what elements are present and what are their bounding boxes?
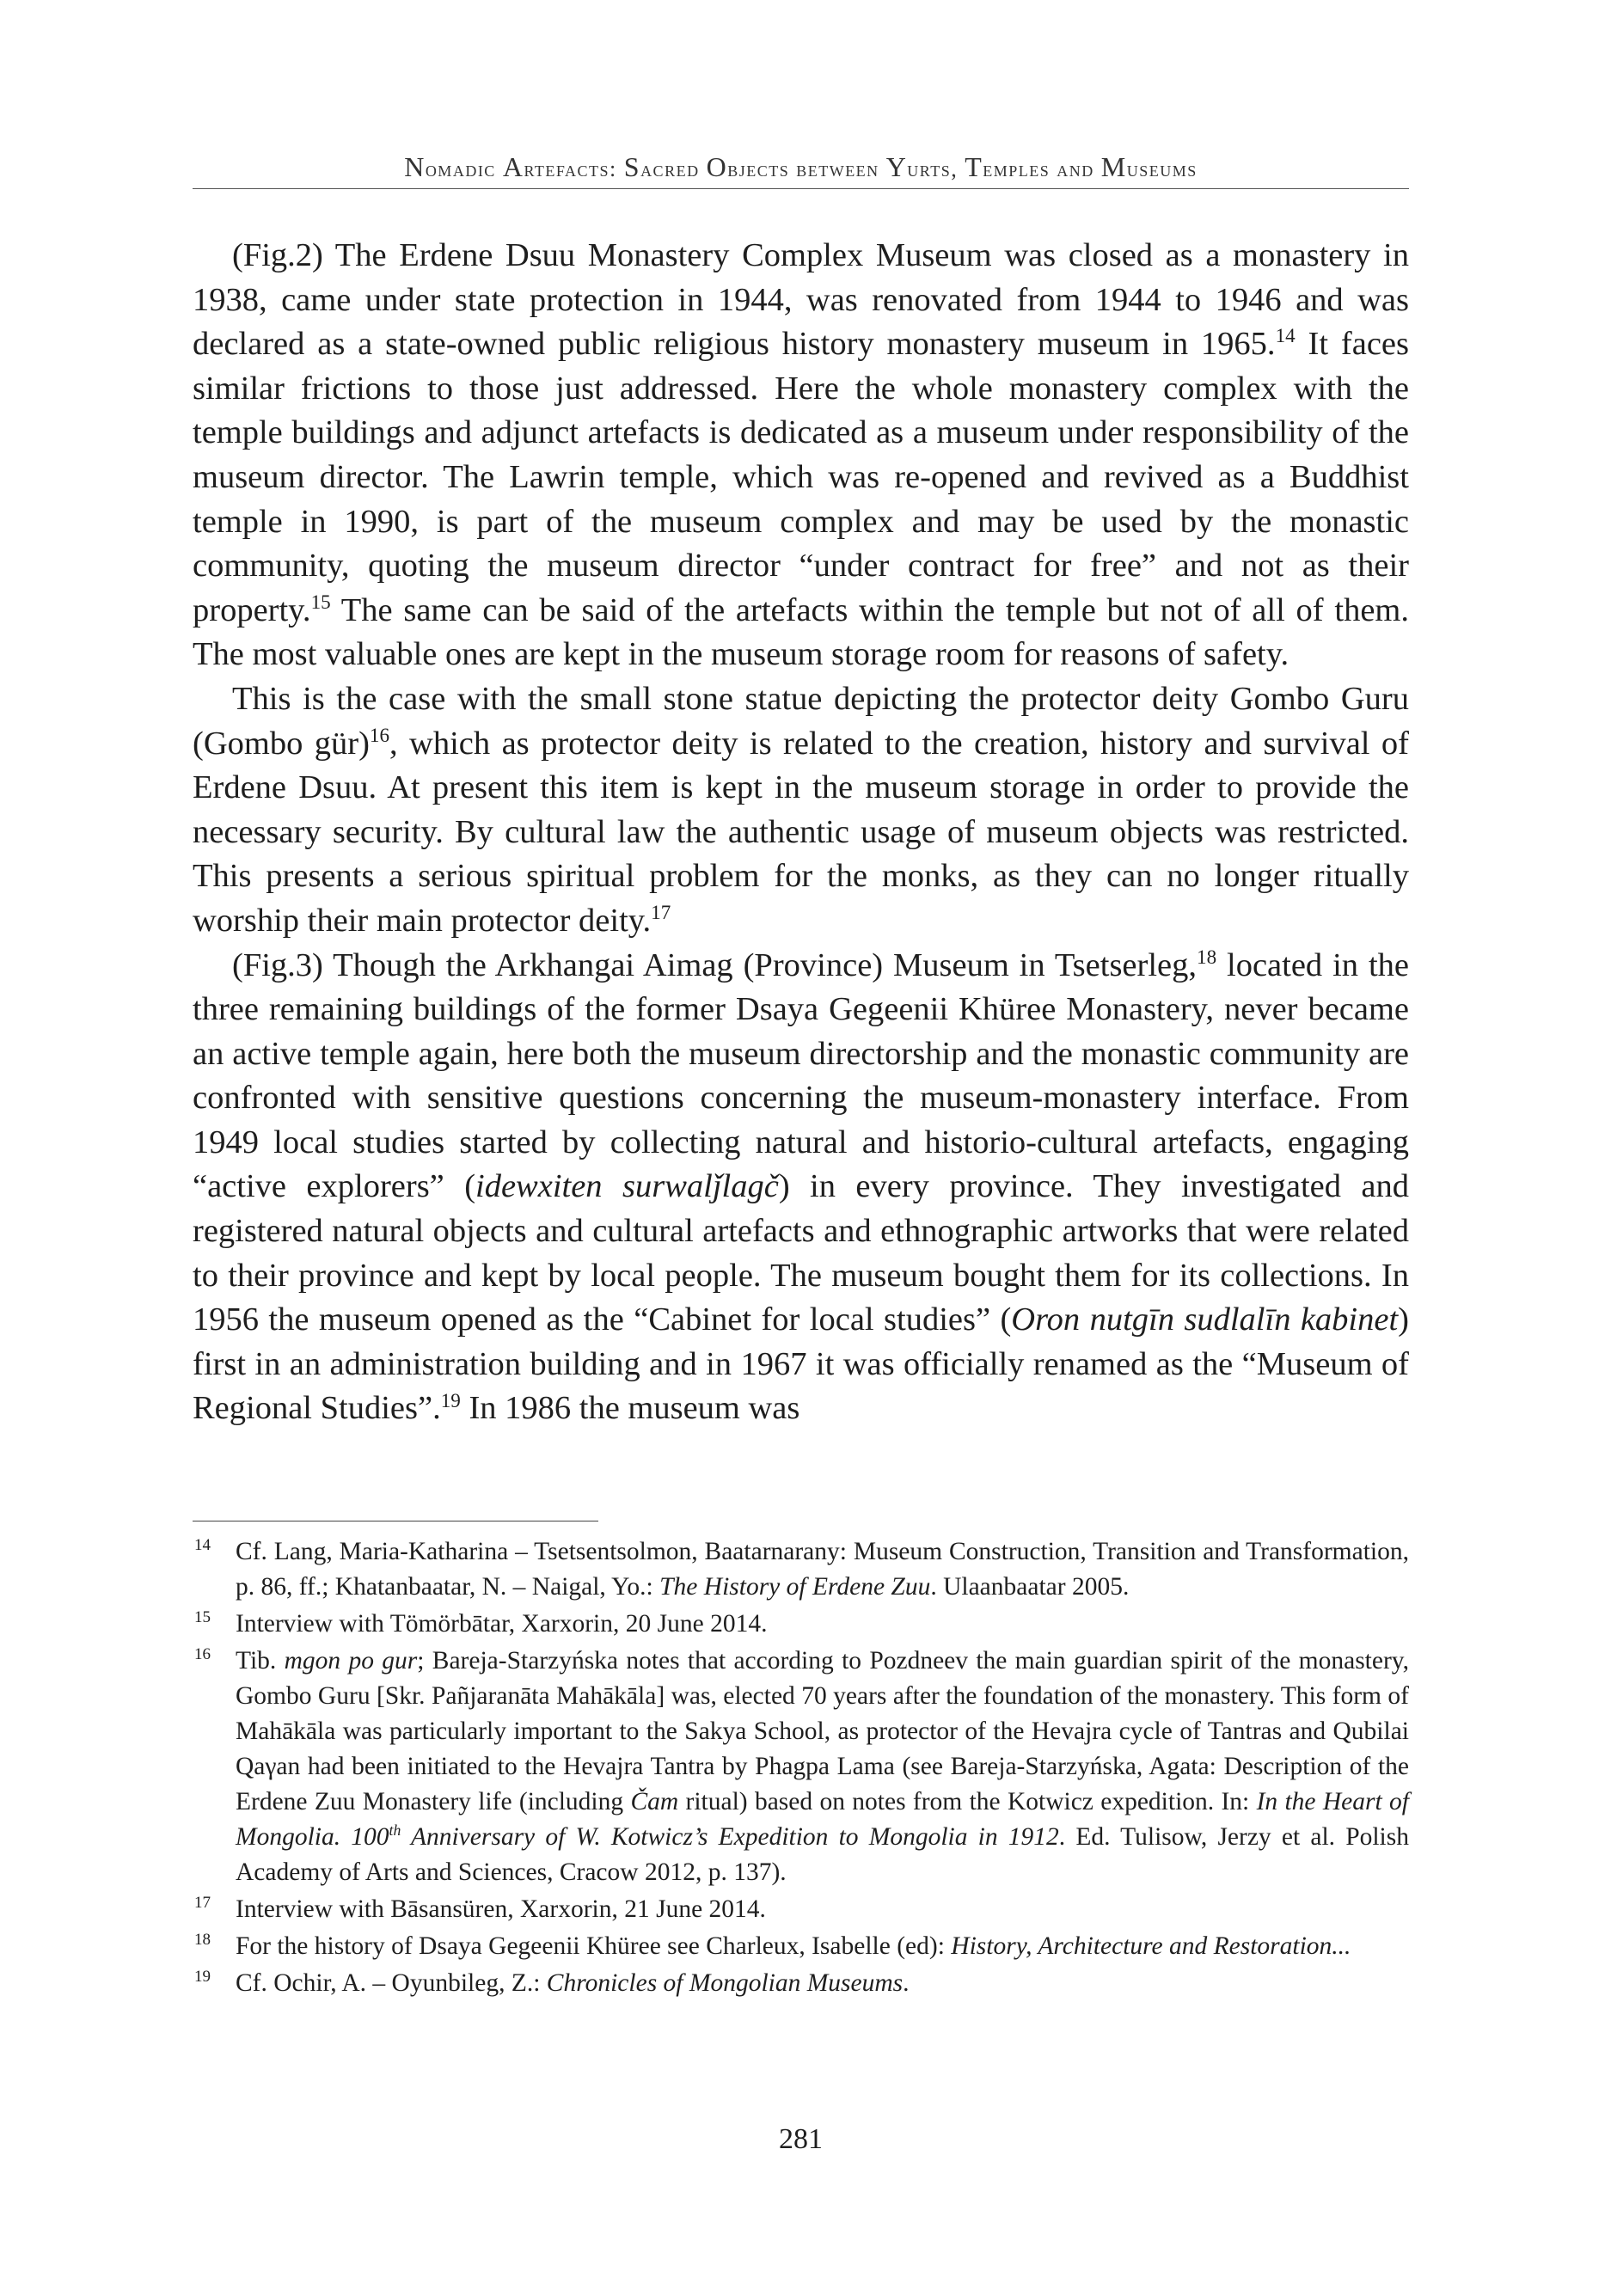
footnote [193, 1966, 1409, 2001]
text-run: Cf. Ochir, A. – Oyunbileg, Z.: [236, 1969, 547, 1997]
footnote-ref: 19 [440, 1388, 461, 1411]
footnote [193, 1534, 1409, 1605]
footnote-text [236, 1534, 1409, 1605]
text-run: Tib. [236, 1647, 285, 1675]
text-run: This is the case with the small stone statue depicting the protector deity Gombo Guru (Gombo gür) [193, 680, 1409, 762]
footnote-number: 18 [194, 1931, 211, 1949]
header-smallcaps: bjects between [727, 156, 886, 181]
text-run: (Fig.2) The Erdene Dsuu Monastery Complex Museum was closed as a monastery in 1938, came under state protection in 1944, was renovated from 1944 to 1946 and was declared as a state-owned public religious history monastery museum in 1965. [193, 237, 1409, 363]
paragraph [193, 944, 1409, 1432]
footnote [193, 1892, 1409, 1927]
italic-run: History, Architecture and Restoration... [951, 1932, 1351, 1960]
text-run: The same can be said of the artefacts within the temple but not of all of them. The most valuable ones are kept in the museum storage room for reasons of safety. [193, 591, 1409, 673]
paragraph [193, 677, 1409, 944]
text-run: ) in every province. They investigated and registered natural objects and cultural artefacts and ethnographic artworks that were related to their province and kept by local people. The museum bought them for its collections. In 1956 the museum opened as the “Cabinet for local studies” ( [193, 1168, 1409, 1338]
paragraph [193, 234, 1409, 677]
footnote-number: 19 [194, 1968, 211, 1986]
page-number: 281 [779, 2123, 823, 2155]
footnote-text [236, 1966, 1409, 2001]
header-smallcaps: acred [640, 156, 707, 181]
footnote [193, 1644, 1409, 1890]
header-smallcaps: rtefacts: [524, 156, 624, 181]
italic-run: In the Heart of Mongolia. 100 [236, 1788, 1409, 1851]
footnotes [193, 1534, 1409, 2003]
header-smallcaps: useums [1126, 156, 1198, 181]
text-run: located in the three remaining buildings of the former Dsaya Gegeenii Khüree Monastery, never became an active temple again, here both the museum directorship and the monastic community are confronted with sensitive questions concerning the museum-monastery interface. From 1949 local studies started by collecting natural and historio-cultural artefacts, engaging “active explorers” ( [193, 946, 1410, 1205]
header-capital: T [965, 151, 983, 182]
footnote-number: 17 [194, 1894, 211, 1912]
text-run: . Ed. Tulisow, Jerzy et al. Polish Academy of Arts and Sciences, Cracow 2012, p. 137). [236, 1823, 1409, 1886]
footnote-ref: 16 [369, 723, 389, 746]
text-run: (Fig.3) Though the Arkhangai Aimag (Province) Museum in Tsetserleg, [232, 946, 1198, 983]
text-run: Cf. Lang, Maria-Katharina – Tsetsentsolmon, Baatarnarany: Museum Construction, Transition and Transformation, p. 86, ff.; Khatanbaatar, N. – Naigal, Yo.: [236, 1538, 1409, 1601]
italic-run: idewxiten surwalǰlagč [475, 1168, 779, 1205]
header-capital: M [1100, 151, 1127, 182]
header-capital: O [706, 151, 728, 182]
footnote-text [236, 1892, 1409, 1927]
superscript: th [389, 1821, 401, 1840]
footnote [193, 1607, 1409, 1642]
text-run: For the history of Dsaya Gegeenii Khüree see Charleux, Isabelle (ed): [236, 1932, 952, 1960]
text-run: . Ulaanbaatar 2005. [930, 1573, 1130, 1601]
header-smallcaps: emples and [983, 156, 1101, 181]
header-smallcaps: urts, [907, 156, 965, 181]
footnote-text [236, 1929, 1409, 1964]
italic-run: Oron nutgīn sudlalīn kabinet [1011, 1301, 1399, 1338]
header-capital: S [623, 151, 641, 182]
italic-run: Chronicles of Mongolian Museums [546, 1969, 904, 1997]
header-rule [193, 188, 1409, 189]
text-run: Interview with Tömörbātar, Xarxorin, 20 June 2014. [236, 1610, 768, 1638]
text-run: ritual) based on notes from the Kotwicz expedition. In: [678, 1788, 1257, 1815]
text-run: Interview with Bāsansüren, Xarxorin, 21 June 2014. [236, 1895, 766, 1923]
footnote-ref: 18 [1197, 945, 1217, 968]
body-text [193, 234, 1409, 1431]
italic-run: Anniversary of W. Kotwicz’s Expedition to Mongolia in 1912 [401, 1823, 1059, 1851]
text-run: , which as protector deity is related to the creation, history and survival of Erdene Dsuu. At present this item is kept in the museum storage in order to provide the necessary security. By cultural law the authentic usage of museum objects was restricted. This presents a serious spiritual problem for the monks, as they can no longer ritually worship their main protector deity. [193, 725, 1410, 939]
footnote-number: 15 [194, 1608, 211, 1626]
italic-run: Čam [630, 1788, 679, 1815]
footnote [193, 1929, 1409, 1964]
text-run: ) first in an administration building and in 1967 it was officially renamed as the “Museum of Regional Studies”. [193, 1301, 1409, 1427]
footnote-text [236, 1607, 1409, 1642]
italic-run: The History of Erdene Zuu [659, 1573, 931, 1601]
italic-run: mgon po gur [284, 1647, 418, 1675]
running-header [193, 151, 1409, 183]
text-run: . [903, 1969, 910, 1997]
text-run: In 1986 the museum was [460, 1390, 800, 1427]
text-run: It faces similar frictions to those just addressed. Here the whole monastery complex with the temple buildings and adjunct artefacts is dedicated as a museum under responsibility of the museum director. The Lawrin temple, which was re-opened and revived as a Buddhist temple in 1990, is part of the museum complex and may be used by the monastic community, quoting the museum director “under contract for free” and not as their property. [193, 326, 1409, 628]
header-capital: A [502, 151, 524, 182]
header-smallcaps: omadic [425, 156, 503, 181]
header-capital: N [404, 151, 426, 182]
footnote-number: 14 [194, 1536, 211, 1554]
text-run: ; Bareja-Starzyńska notes that according to Pozdneev the main guardian spirit of the monastery, Gombo Guru [Skr. Pañjaranāta Mahākāla] was, elected 70 years after the foundation of the monastery. This form of Mahākāla was particularly important to the Sakya School, as protector of the Hevajra cycle of Tantras and Qubilai Qaγan had been initiated to the Hevajra Tantra by Phagpa Lama (see Bareja-Starzyńska, Agata: Description of the Erdene Zuu Monastery life (including [236, 1647, 1409, 1815]
footnote-number: 16 [194, 1645, 211, 1663]
footnote-text [236, 1644, 1409, 1890]
header-capital: Y [885, 151, 908, 182]
footnote-ref: 17 [651, 901, 671, 924]
footnote-ref: 14 [1275, 324, 1296, 347]
footnote-ref: 15 [310, 590, 331, 613]
